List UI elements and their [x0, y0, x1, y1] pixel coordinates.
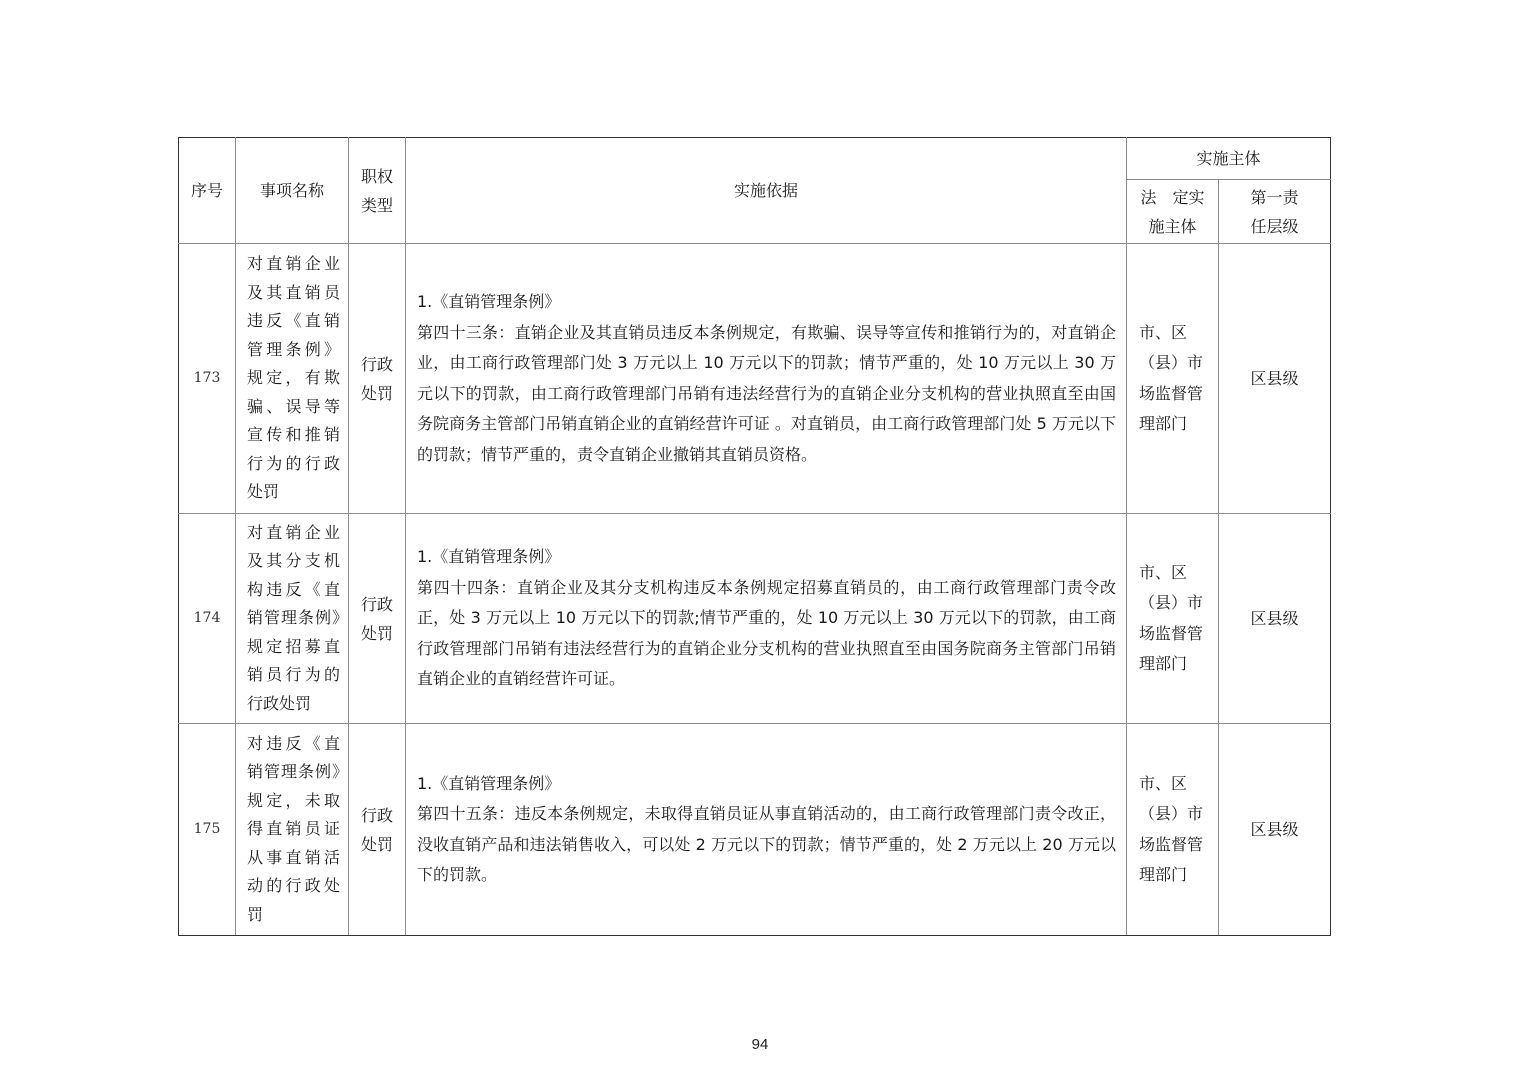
row-legal-subject: 市、区（县）市场监督管理部门: [1127, 514, 1219, 724]
row-basis: [406, 724, 1127, 936]
table-row: [179, 724, 1331, 936]
header-item-name: 事项名称: [236, 138, 349, 244]
header-legal-subject: 法 定实施主体: [1127, 180, 1219, 244]
row-item-name: 对违反《直销管理条例》规定，未取得直销员证从事直销活动的行政处罚: [236, 724, 349, 936]
row-basis: [406, 514, 1127, 724]
row-first-level: 区县级: [1219, 244, 1331, 514]
table-row: [179, 244, 1331, 514]
row-seq: 173: [179, 244, 236, 514]
basis-text: 第四十四条：直销企业及其分支机构违反本条例规定招募直销员的，由工商行政管理部门责令改正，处 3 万元以上 10 万元以下的罚款;情节严重的，处 10 万元以上 30 万元以下的罚款，由工商行政管理部门吊销有违法经营行为的直销企业分支机构的营业执照直至由国务院商务主管部门吊销直销企业的直销经营许可证。: [417, 577, 1116, 689]
row-first-level: 区县级: [1219, 514, 1331, 724]
row-seq: 175: [179, 724, 236, 936]
row-legal-subject: 市、区（县）市场监督管理部门: [1127, 724, 1219, 936]
row-legal-subject: 市、区（县）市场监督管理部门: [1127, 244, 1219, 514]
basis-text: 第四十五条：违反本条例规定，未取得直销员证从事直销活动的，由工商行政管理部门责令改正，没收直销产品和违法销售收入，可以处 2 万元以下的罚款；情节严重的，处 2 万元以上 20 万元以下的罚款。: [417, 804, 1116, 884]
row-power-type: 行政处罚: [349, 244, 406, 514]
header-basis: 实施依据: [406, 138, 1127, 244]
page-number: 94: [751, 1036, 769, 1053]
basis-title: 1.《直销管理条例》: [417, 547, 561, 567]
row-first-level: 区县级: [1219, 724, 1331, 936]
header-power-type: 职权类型: [349, 138, 406, 244]
basis-text: 第四十三条：直销企业及其直销员违反本条例规定，有欺骗、误导等宣传和推销行为的，对直销企业，由工商行政管理部门处 3 万元以上 10 万元以下的罚款；情节严重的，处 10 万元以上 30 万元以下的罚款，由工商行政管理部门吊销有违法经营行为的直销企业分支机构的营业执照直至由国务院商务主管部门吊销直销企业的直销经营许可证 。对直销员，由工商行政管理部门处 5 万元以下的罚款；情节严重的，责令直销企业撤销其直销员资格。: [417, 322, 1116, 464]
enforcement-items-table: [178, 137, 1331, 936]
header-first-level: 第一责任层级: [1219, 180, 1331, 244]
basis-title: 1.《直销管理条例》: [417, 773, 561, 793]
basis-title: 1.《直销管理条例》: [417, 292, 561, 311]
row-seq: 174: [179, 514, 236, 724]
row-item-name: 对直销企业及其直销员违反《直销管理条例》规定，有欺骗、误导等宣传和推销行为的行政处罚: [236, 244, 349, 514]
row-item-name: 对直销企业及其分支机构违反《直销管理条例》规定招募直销员行为的行政处罚: [236, 514, 349, 724]
row-power-type: 行政处罚: [349, 514, 406, 724]
table-row: [179, 514, 1331, 724]
header-subject-group: 实施主体: [1127, 138, 1331, 180]
row-basis: [406, 244, 1127, 514]
header-seq: 序号: [179, 138, 236, 244]
row-power-type: 行政处罚: [349, 724, 406, 936]
